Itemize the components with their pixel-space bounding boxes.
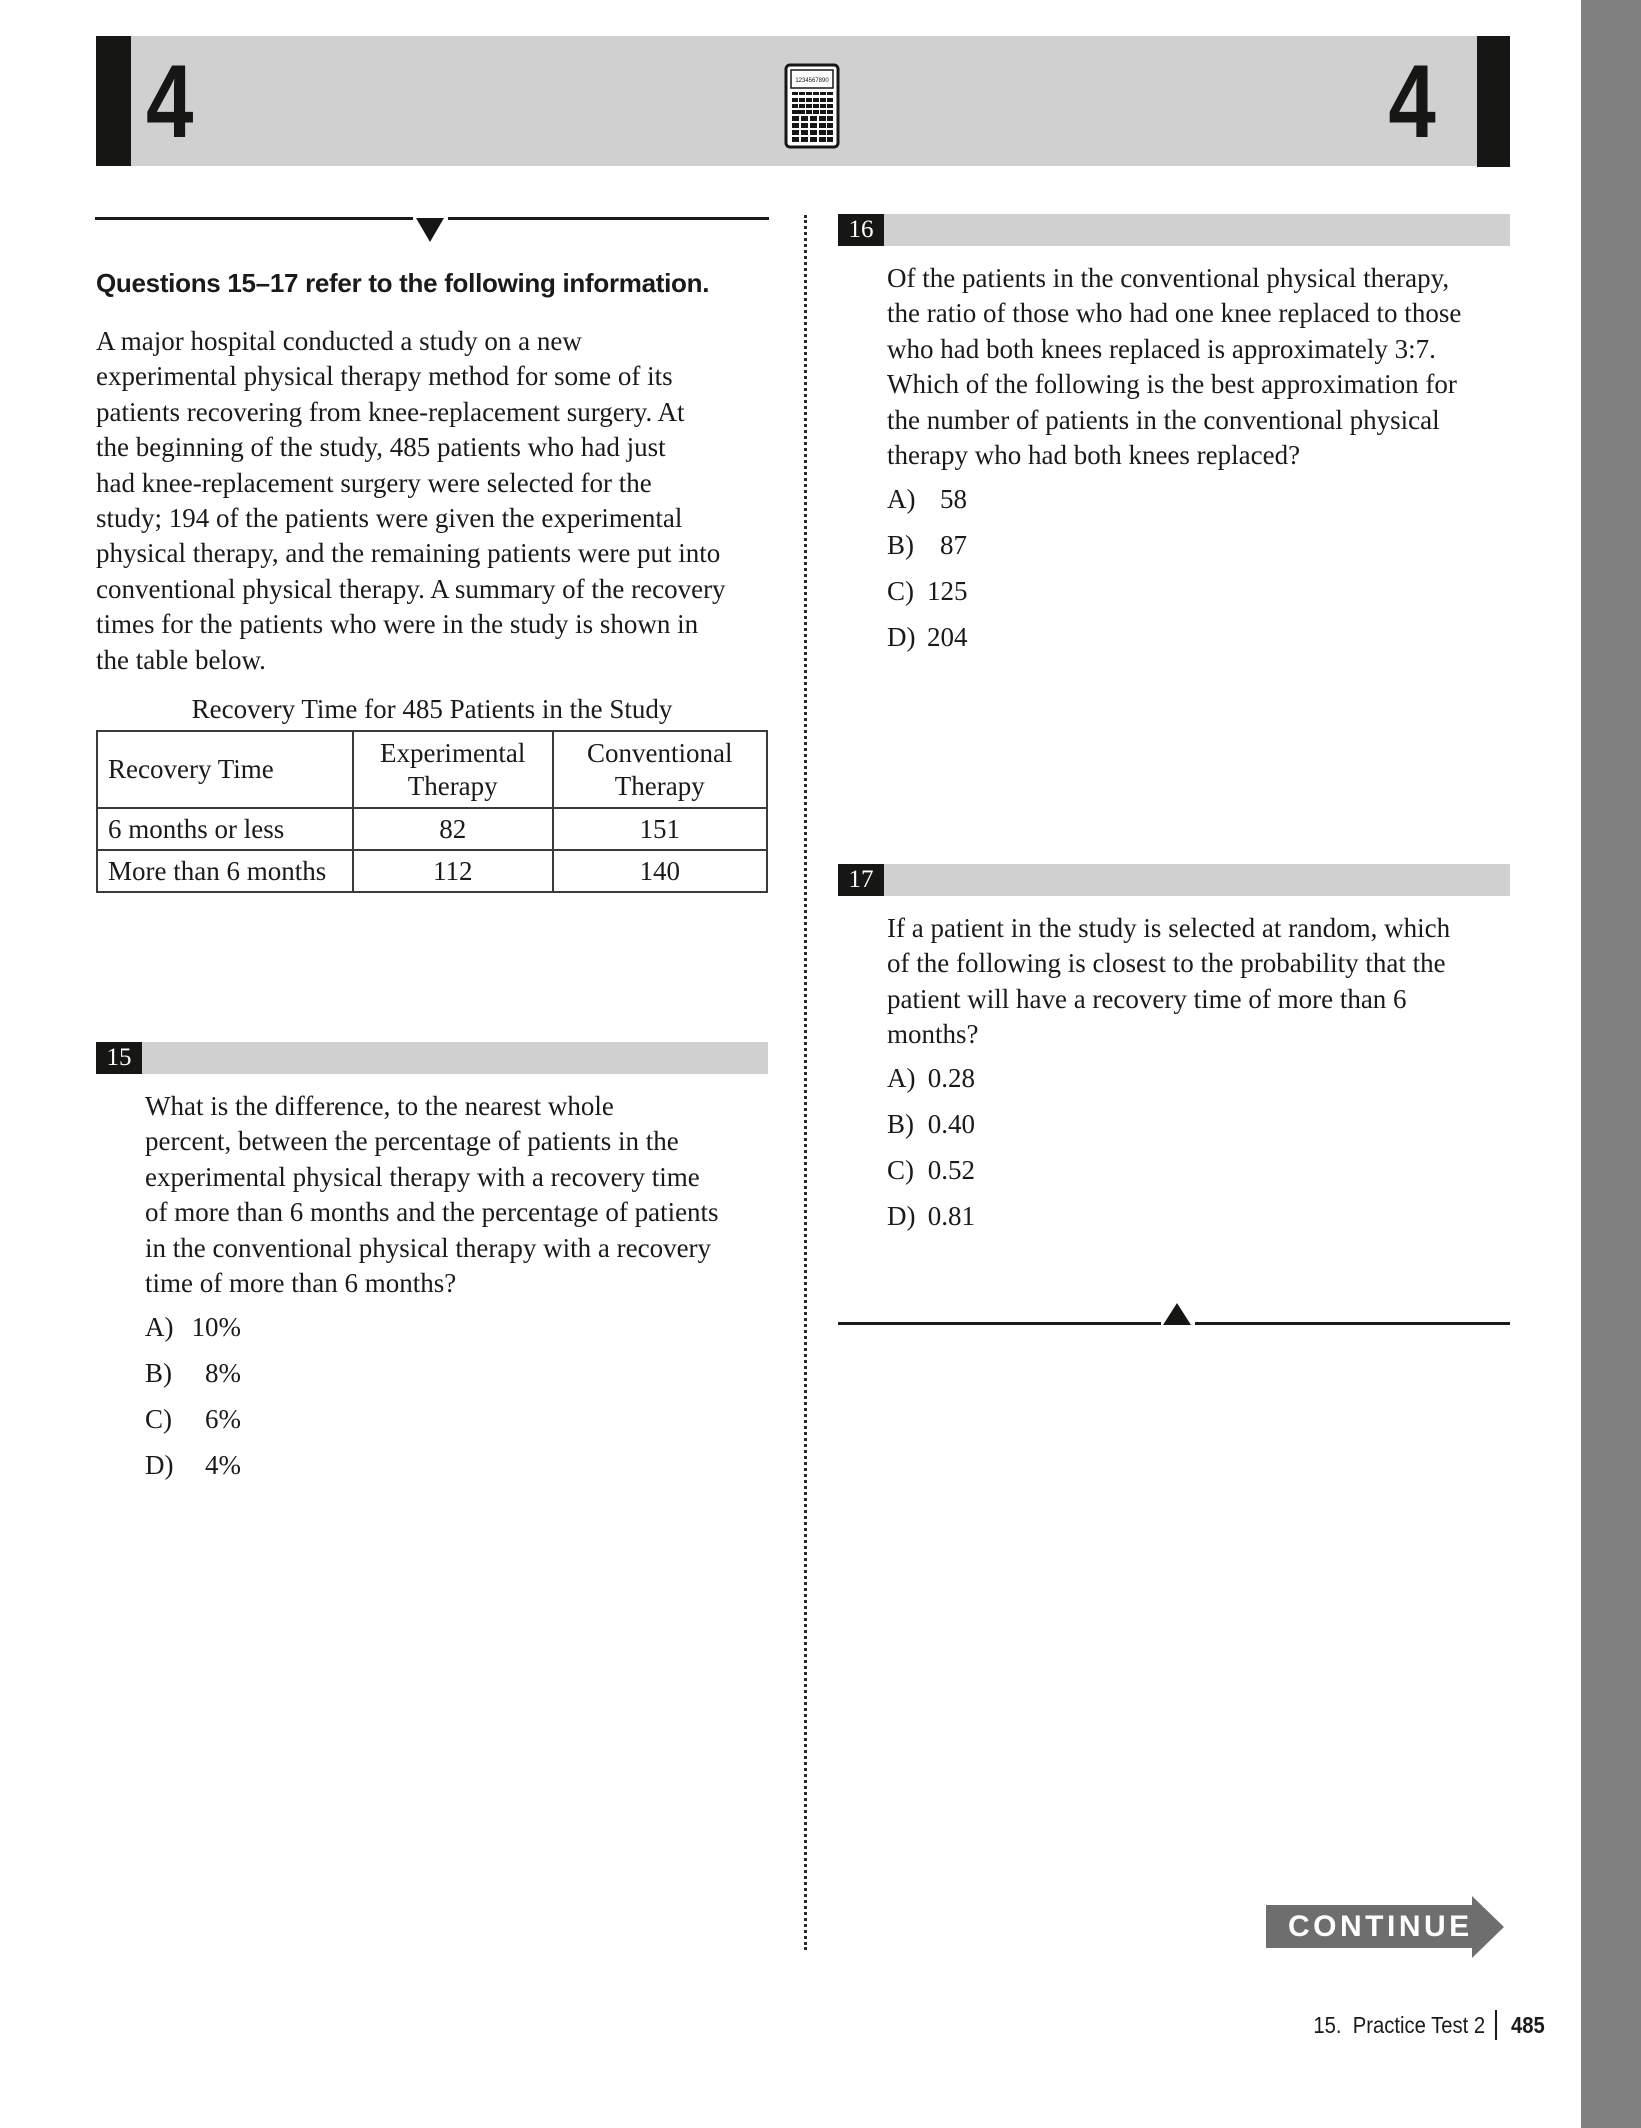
answer-choice[interactable]: D) 4% bbox=[145, 1450, 241, 1480]
continue-label: CONTINUE bbox=[1288, 1910, 1473, 1943]
footer-separator bbox=[1495, 2010, 1497, 2040]
end-triangle-icon bbox=[1163, 1303, 1191, 1325]
question-17-text: If a patient in the study is selected at random, which of the following is closest to the probability that the patient will have a recovery time of more than 6 months? bbox=[887, 913, 1451, 1050]
left-column-top-rule-right bbox=[448, 217, 769, 220]
table-cell: 6 months or less bbox=[97, 808, 353, 850]
question-16-header bbox=[838, 214, 1510, 246]
answer-choice[interactable]: D) 204 bbox=[887, 622, 968, 652]
section-number-left: 4 bbox=[146, 44, 194, 160]
page-footer bbox=[1290, 2010, 1550, 2040]
start-triangle-icon bbox=[416, 218, 444, 242]
column-divider bbox=[804, 215, 807, 1950]
intro-heading: Questions 15–17 refer to the following information. bbox=[96, 268, 710, 298]
left-column-top-rule-left bbox=[95, 217, 413, 220]
answer-choice[interactable]: A) 0.28 bbox=[887, 1063, 975, 1093]
table-header-cell: Experimental Therapy bbox=[353, 731, 553, 808]
answer-choice[interactable]: C) 0.52 bbox=[887, 1155, 975, 1185]
table-row bbox=[97, 808, 767, 850]
question-15-header bbox=[96, 1042, 768, 1074]
section-number-right: 4 bbox=[1388, 44, 1436, 160]
passage-line: times for the patients who were in the study is shown in bbox=[96, 609, 699, 640]
answer-choice[interactable]: D) 0.81 bbox=[887, 1201, 975, 1231]
table-header-cell: Conventional Therapy bbox=[553, 731, 768, 808]
table-row bbox=[97, 850, 767, 892]
question-16-choices bbox=[887, 482, 967, 666]
table-cell: 140 bbox=[553, 850, 768, 892]
recovery-time-table bbox=[96, 730, 768, 893]
page-number: 485 bbox=[1511, 2011, 1545, 2038]
question-number: 16 bbox=[838, 214, 884, 246]
answer-choice[interactable]: C) 6% bbox=[145, 1404, 241, 1434]
answer-choice[interactable]: B) 0.40 bbox=[887, 1109, 975, 1139]
passage-line: study; 194 of the patients were given the experimental bbox=[96, 503, 683, 534]
passage-line: the beginning of the study, 485 patients who had just bbox=[96, 432, 666, 463]
question-16-text: Of the patients in the conventional physical therapy, the ratio of those who had one knee replaced to those who had both knees replaced is approximately 3:7. Which of the following is the best approximation for the number of patients in the conventional physical therapy who had both knees replaced? bbox=[887, 263, 1462, 471]
section-header-left-bar bbox=[96, 36, 131, 166]
arrow-right-icon bbox=[1472, 1896, 1504, 1958]
table-header-cell: Recovery Time bbox=[97, 731, 353, 808]
page-edge-tab bbox=[1581, 0, 1641, 2128]
answer-choice[interactable]: A) 10% bbox=[145, 1312, 241, 1342]
calculator-allowed-icon bbox=[784, 63, 840, 149]
passage-line: had knee-replacement surgery were selected for the bbox=[96, 467, 652, 498]
answer-choice[interactable]: B) 8% bbox=[145, 1358, 241, 1388]
question-15-text: What is the difference, to the nearest whole percent, between the percentage of patients in the experimental physical therapy with a recovery time of more than 6 months and the percentage of patients in the conventional physical therapy with a recovery time of more than 6 months? bbox=[145, 1091, 719, 1299]
section-header-right-bar bbox=[1477, 36, 1510, 167]
question-15-choices bbox=[145, 1310, 241, 1494]
table-header-row bbox=[97, 731, 767, 808]
intro-passage bbox=[96, 324, 776, 678]
answer-choice[interactable]: B) 87 bbox=[887, 530, 967, 560]
table-cell: More than 6 months bbox=[97, 850, 353, 892]
question-17-header bbox=[838, 864, 1510, 896]
passage-line: the table below. bbox=[96, 644, 266, 675]
continue-arrow[interactable] bbox=[1266, 1896, 1512, 1958]
table-caption: Recovery Time for 485 Patients in the Study bbox=[191, 694, 673, 724]
table-cell: 82 bbox=[353, 808, 553, 850]
question-number: 17 bbox=[838, 864, 884, 896]
table-cell: 151 bbox=[553, 808, 768, 850]
right-column-end-rule-left bbox=[838, 1322, 1161, 1325]
answer-choice[interactable]: A) 58 bbox=[887, 484, 967, 514]
right-column-end-rule-right bbox=[1195, 1322, 1510, 1325]
passage-line: conventional physical therapy. A summary of the recovery bbox=[96, 573, 726, 604]
table-cell: 112 bbox=[353, 850, 553, 892]
question-number: 15 bbox=[96, 1042, 142, 1074]
passage-line: A major hospital conducted a study on a new bbox=[96, 326, 582, 356]
calculator-display: 1234567890 bbox=[795, 78, 829, 84]
passage-line: patients recovering from knee-replacement surgery. At bbox=[96, 396, 685, 427]
answer-choice[interactable]: C) 125 bbox=[887, 576, 968, 606]
passage-line: experimental physical therapy method for some of its bbox=[96, 361, 673, 392]
question-17-choices bbox=[887, 1061, 975, 1245]
footer-chapter: 15. Practice Test 2 bbox=[1313, 2011, 1486, 2038]
passage-line: physical therapy, and the remaining patients were put into bbox=[96, 538, 721, 569]
